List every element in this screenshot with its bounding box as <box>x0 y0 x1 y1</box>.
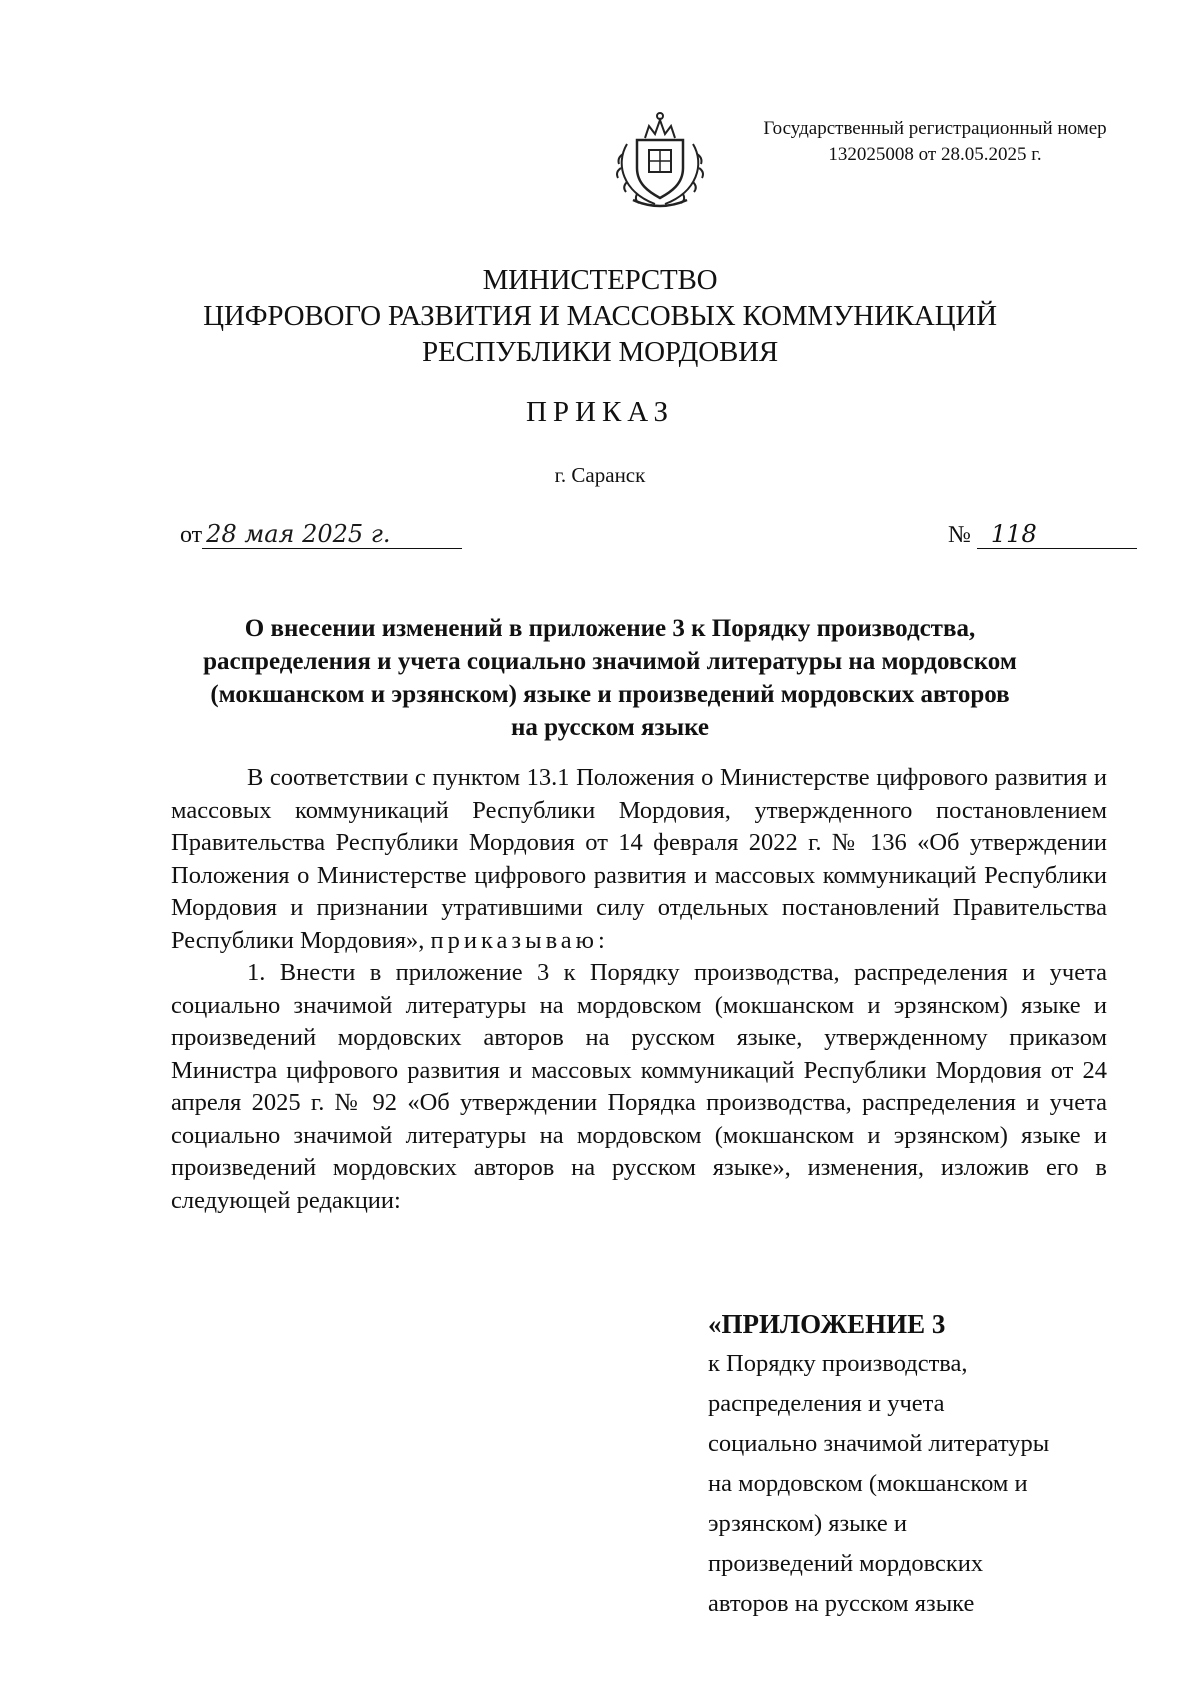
appendix-line: распределения и учета <box>708 1390 945 1417</box>
order-city: г. Саранск <box>554 463 646 487</box>
coat-of-arms-icon <box>605 104 715 214</box>
body-paragraph-2: 1. Внести в приложение 3 к Порядку производства, распределения и учета социально значимой литературы на мордовском (мокшанском и эрзянском) языке и произведений мордовских авторов на русском языке, утвержденному приказом Министра цифрового развития и массовых коммуникаций Республики Мордовия от 24 апреля 2025 г. № 92 «Об утверждении Порядка производства, распределения и учета социально значимой литературы на мордовском (мокшанском и эрзянском) языке и произведений мордовских авторов на русском языке», изменения, изложив его в следующей редакции: <box>171 959 1107 1214</box>
order-body <box>171 762 1107 1217</box>
number-prefix: № <box>948 522 971 548</box>
order-word: приказываю: <box>430 926 609 954</box>
body-paragraph-1: В соответствии с пунктом 13.1 Положения о Министерстве цифрового развития и массовых коммуникаций Республики Мордовия, утвержденного постановлением Правительства Республики Мордовия от 14 февраля 2022 г. № 136 «Об утверждении Положения о Министерстве цифрового развития и массовых коммуникаций Республики Мордовия и признании утратившими силу отдельных постановлений Правительства Республики Мордовия», приказываю: <box>171 764 1107 954</box>
appendix-title: «ПРИЛОЖЕНИЕ 3 <box>708 1309 946 1339</box>
appendix-line: к Порядку производства, <box>708 1350 968 1377</box>
ministry-name: МИНИСТЕРСТВО ЦИФРОВОГО РАЗВИТИЯ И МАССОВЫХ КОММУНИКАЦИЙ РЕСПУБЛИКИ МОРДОВИЯ <box>203 264 997 368</box>
handwritten-date: 28 мая 2025 г. <box>202 520 462 549</box>
date-prefix: от <box>180 522 203 548</box>
appendix-line: на мордовском (мокшанском и <box>708 1470 1028 1497</box>
order-title: ПРИКАЗ <box>525 396 675 428</box>
appendix-line: эрзянском) языке и <box>708 1510 908 1537</box>
order-number <box>948 520 1137 556</box>
order-date <box>180 520 462 556</box>
handwritten-number: 118 <box>977 520 1137 549</box>
appendix-line: произведений мордовских <box>708 1550 984 1577</box>
appendix-line: авторов на русском языке <box>708 1590 975 1617</box>
appendix-line: социально значимой литературы <box>708 1430 1050 1457</box>
appendix-block <box>708 1304 1138 1624</box>
registration-number: Государственный регистрационный номер 132025008 от 28.05.2025 г. <box>763 118 1107 165</box>
order-heading: О внесении изменений в приложение 3 к Порядку производства, распределения и учета социально значимой литературы на мордовском (мокшанском и эрзянском) языке и произведений мордовских авторов на русском языке <box>203 615 1017 741</box>
